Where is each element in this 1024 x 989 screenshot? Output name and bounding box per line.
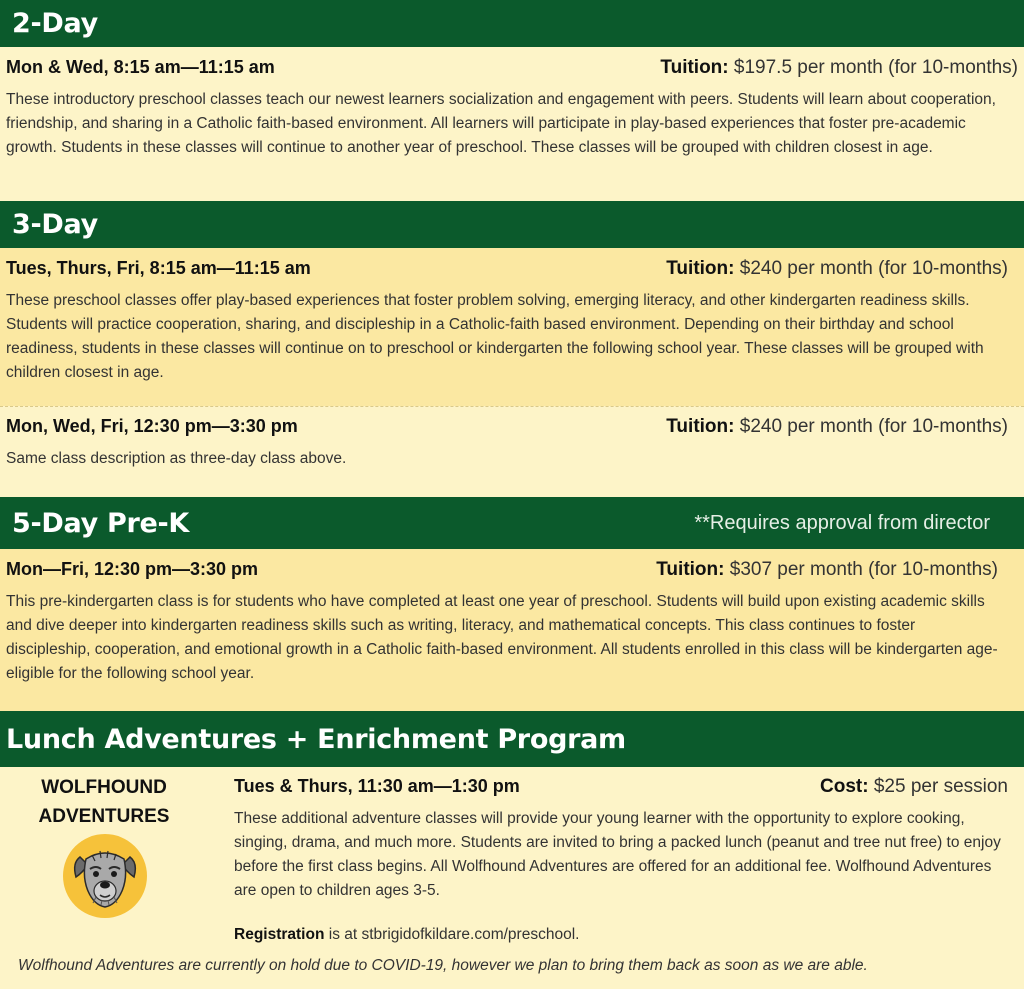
five-day-schedule: Mon—Fri, 12:30 pm—3:30 pm <box>6 559 259 579</box>
three-day-morning-schedule: Tues, Thurs, Fri, 8:15 am—11:15 am <box>6 258 311 278</box>
three-day-morning-description: These preschool classes offer play-based experiences that foster problem solving, emerging literacy, and other kindergarten readiness skills. Students will practice cooperation, sharing, and discipleship in a Catholic-faith based environment. Depending on their birthday and school readiness, students in these classes will continue on to preschool or kindergarten the following school year. These classes will be grouped with children closest in age. <box>6 292 984 381</box>
lunch-cost-label: Cost: <box>820 776 869 797</box>
three-day-morning-tuition <box>666 258 1008 280</box>
wolfhound-adventures-logo <box>0 773 208 831</box>
covid-hold-note: Wolfhound Adventures are currently on hold due to COVID-19, however we plan to bring them back as soon as we are able. <box>18 957 868 974</box>
three-day-morning-tuition-label: Tuition: <box>666 258 735 279</box>
three-day-heading: 3-Day <box>12 209 98 240</box>
five-day-approval-note: **Requires approval from director <box>694 511 990 534</box>
five-day-description: This pre-kindergarten class is for students who have completed at least one year of preschool. Students will build upon existing academic skills and dive deeper into kindergarten readiness skills such as writing, literacy, and mathematical concepts. This class continues to foster discipleship, cooperation, and emotional growth in a Catholic faith-based environment. All students enrolled in this class will be kindergarten age-eligible for the following school year. <box>6 593 998 682</box>
three-day-afternoon-schedule: Mon, Wed, Fri, 12:30 pm—3:30 pm <box>6 416 298 436</box>
three-day-afternoon-description: Same class description as three-day class above. <box>6 450 347 467</box>
three-day-morning-tuition-value: $240 per month (for 10-months) <box>739 258 1008 279</box>
five-day-banner <box>0 497 1024 549</box>
wolfhound-dog-icon <box>62 833 148 919</box>
lunch-cost-value: $25 per session <box>873 776 1008 797</box>
lunch-heading: Lunch Adventures + Enrichment Program <box>6 723 626 755</box>
two-day-heading: 2-Day <box>12 8 98 39</box>
lunch-schedule: Tues & Thurs, 11:30 am—1:30 pm <box>234 776 520 796</box>
lunch-description: These additional adventure classes will provide your young learner with the opportunity to explore cooking, singing, drama, and much more. Students are invited to bring a packed lunch (peanut and tree nut free) to enjoy before the first class begins. All Wolfhound Adventures are offered for an additional fee. Wolfhound Adventures are open to children ages 3-5. <box>234 810 1001 899</box>
lunch-banner <box>0 711 1024 767</box>
three-day-afternoon-section <box>0 407 1024 497</box>
three-day-morning-section <box>0 248 1024 406</box>
five-day-heading: 5-Day Pre-K <box>12 507 190 539</box>
registration-line <box>234 923 1008 947</box>
five-day-tuition <box>656 559 998 581</box>
three-day-morning-header-row <box>6 258 1008 280</box>
lunch-header-row <box>234 776 1008 798</box>
two-day-tuition <box>660 57 1018 79</box>
two-day-description: These introductory preschool classes teach our newest learners socialization and engagement with peers. Students will learn about cooperation, friendship, and sharing in a Catholic faith-based environment. All learners will participate in play-based experiences that foster pre-academic growth. Students in these classes will continue to another year of preschool. These classes will be grouped with children closest in age. <box>6 91 996 156</box>
two-day-header-row <box>6 57 1018 79</box>
three-day-afternoon-tuition <box>666 416 1008 438</box>
three-day-banner <box>0 201 1024 248</box>
three-day-afternoon-tuition-label: Tuition: <box>666 416 735 437</box>
registration-label: Registration <box>234 926 325 943</box>
lunch-details <box>234 776 1008 947</box>
five-day-header-row <box>6 559 998 581</box>
registration-text: is at stbrigidofkildare.com/preschool. <box>324 926 580 943</box>
three-day-afternoon-header-row <box>6 416 1008 438</box>
five-day-tuition-label: Tuition: <box>656 559 725 580</box>
logo-line-1: WOLFHOUND <box>41 777 167 798</box>
two-day-schedule: Mon & Wed, 8:15 am—11:15 am <box>6 57 275 77</box>
two-day-tuition-label: Tuition: <box>660 57 729 78</box>
two-day-banner <box>0 0 1024 47</box>
five-day-section <box>0 549 1024 711</box>
logo-line-2: ADVENTURES <box>38 806 170 827</box>
two-day-section <box>0 47 1024 201</box>
three-day-afternoon-tuition-value: $240 per month (for 10-months) <box>739 416 1008 437</box>
lunch-cost <box>820 776 1008 798</box>
five-day-tuition-value: $307 per month (for 10-months) <box>729 559 998 580</box>
two-day-tuition-value: $197.5 per month (for 10-months) <box>733 57 1018 78</box>
